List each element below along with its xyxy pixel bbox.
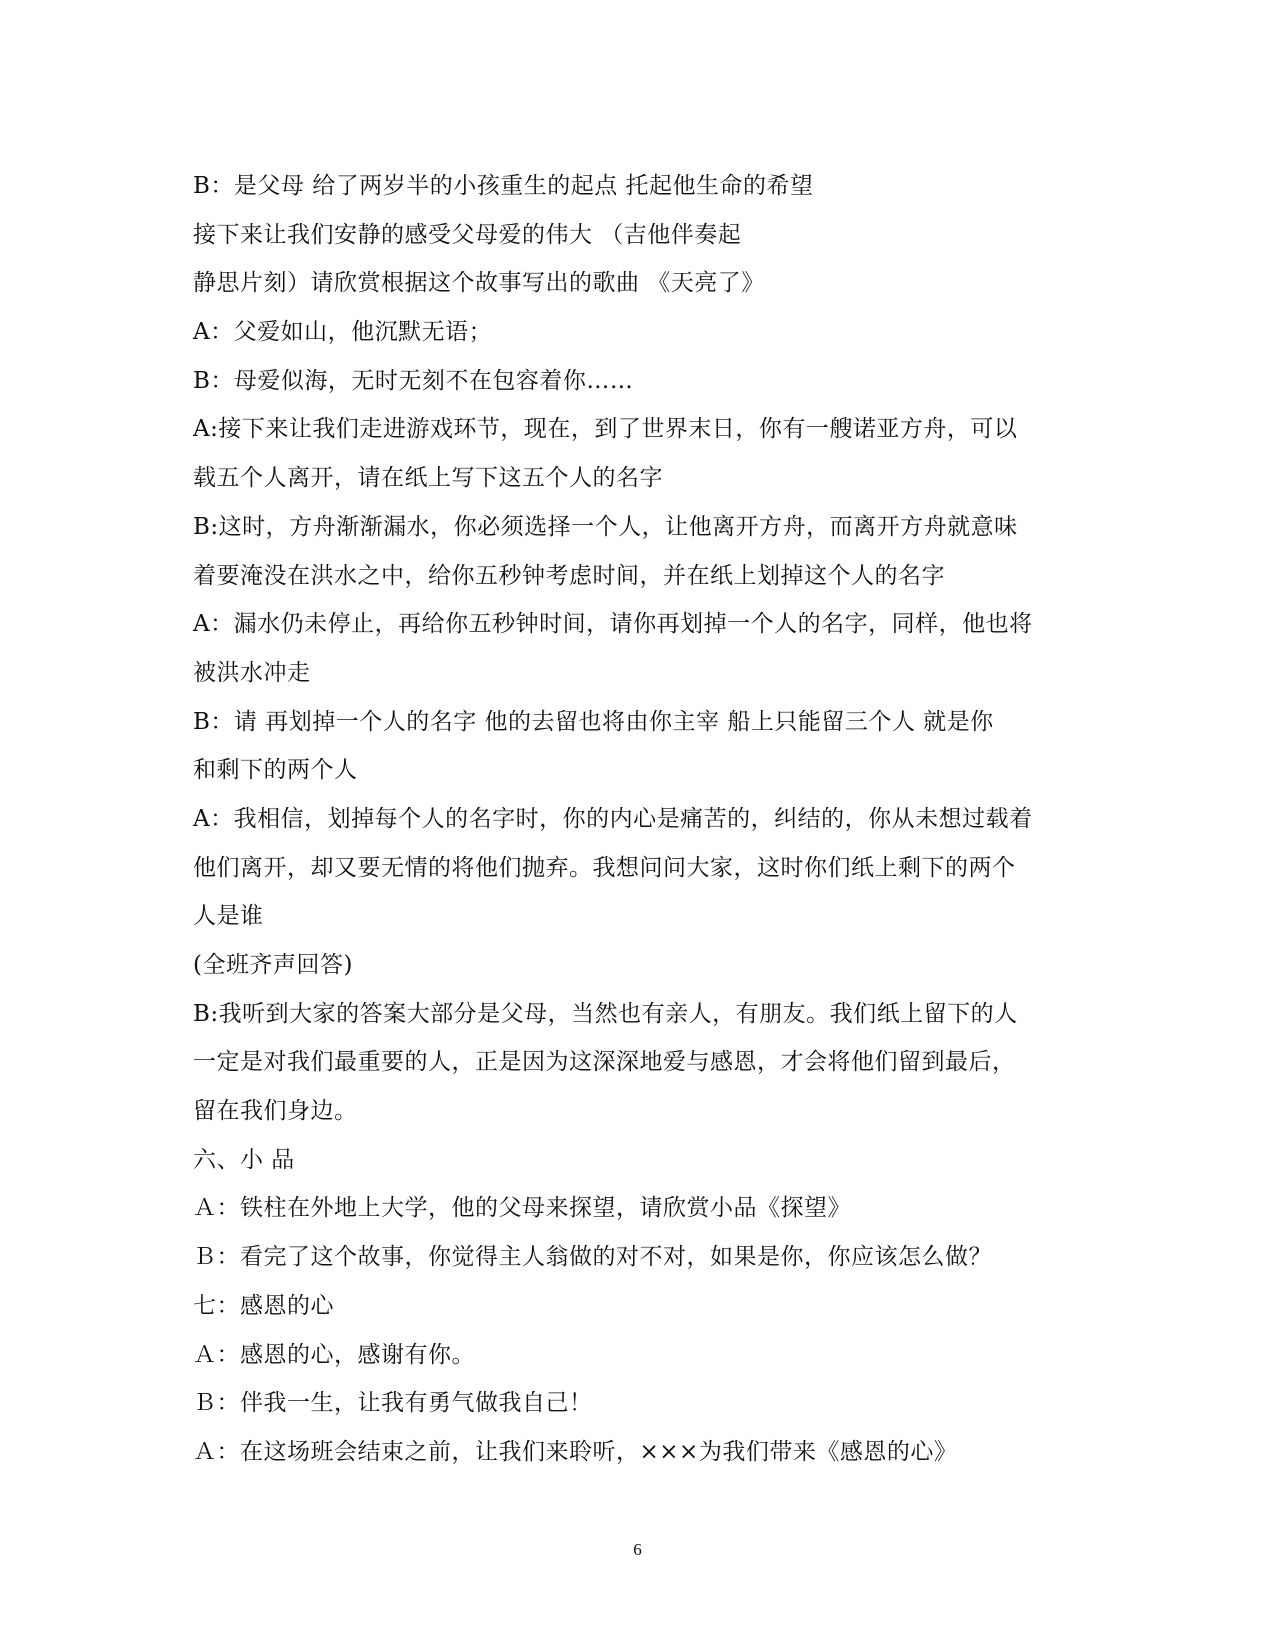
text-line: B：是父母 给了两岁半的小孩重生的起点 托起他生命的希望 [193, 173, 814, 199]
text-line: 他们离开，却又要无情的将他们抛弃。我想问问大家，这时你们纸上剩下的两个 [193, 854, 1016, 881]
text-line: B：请 再划掉一个人的名字 他的去留也将由你主宰 船上只能留三个人 就是你 [193, 708, 994, 735]
text-line: 人是谁 [193, 903, 264, 930]
text-line: B:这时，方舟渐渐漏水，你必须选择一个人，让他离开方舟，而离开方舟就意味 [193, 513, 1018, 540]
text-line: 载五个人离开，请在纸上写下这五个人的名字 [193, 465, 663, 492]
section-heading: 六、小 品 [193, 1146, 295, 1173]
section-heading: 七：感恩的心 [193, 1292, 334, 1319]
body-text [193, 162, 1093, 1477]
text-line: B:我听到大家的答案大部分是父母，当然也有亲人，有朋友。我们纸上留下的人 [193, 1000, 1018, 1027]
text-line: 接下来让我们安静的感受父母爱的伟大 （吉他伴奏起 [193, 221, 742, 248]
text-line: Ａ：在这场班会结束之前，让我们来聆听，×××为我们带来《感恩的心》 [193, 1438, 958, 1465]
text-line: 被洪水冲走 [193, 659, 311, 686]
text-line: 一定是对我们最重要的人，正是因为这深深地爱与感恩，才会将他们留到最后， [193, 1049, 1016, 1076]
text-line: 留在我们身边。 [193, 1098, 358, 1125]
text-line: A:接下来让我们走进游戏环节，现在，到了世界末日，你有一艘诺亚方舟，可以 [193, 416, 1018, 443]
text-line: A：父爱如山，他沉默无语； [193, 319, 493, 346]
text-line: 和剩下的两个人 [193, 757, 358, 784]
text-line: Ｂ：看完了这个故事，你觉得主人翁做的对不对，如果是你，你应该怎么做？ [193, 1244, 992, 1271]
text-line: A：漏水仍未停止，再给你五秒钟时间，请你再划掉一个人的名字，同样，他也将 [193, 611, 1033, 638]
page-number: 6 [633, 1540, 642, 1559]
text-line: Ａ：感恩的心，感谢有你。 [193, 1341, 475, 1368]
text-line: 着要淹没在洪水之中，给你五秒钟考虑时间，并在纸上划掉这个人的名字 [193, 562, 945, 589]
text-line: (全班齐声回答) [193, 952, 353, 978]
text-line: Ａ：铁柱在外地上大学，他的父母来探望，请欣赏小品《探望》 [193, 1195, 851, 1222]
text-line: Ｂ：伴我一生，让我有勇气做我自己！ [193, 1390, 593, 1417]
text-line: 静思片刻）请欣赏根据这个故事写出的歌曲 《天亮了》 [193, 270, 765, 297]
text-line: A：我相信，划掉每个人的名字时，你的内心是痛苦的，纠结的，你从未想过载着 [193, 805, 1033, 832]
text-line: B：母爱似海，无时无刻不在包容着你…… [193, 367, 634, 394]
